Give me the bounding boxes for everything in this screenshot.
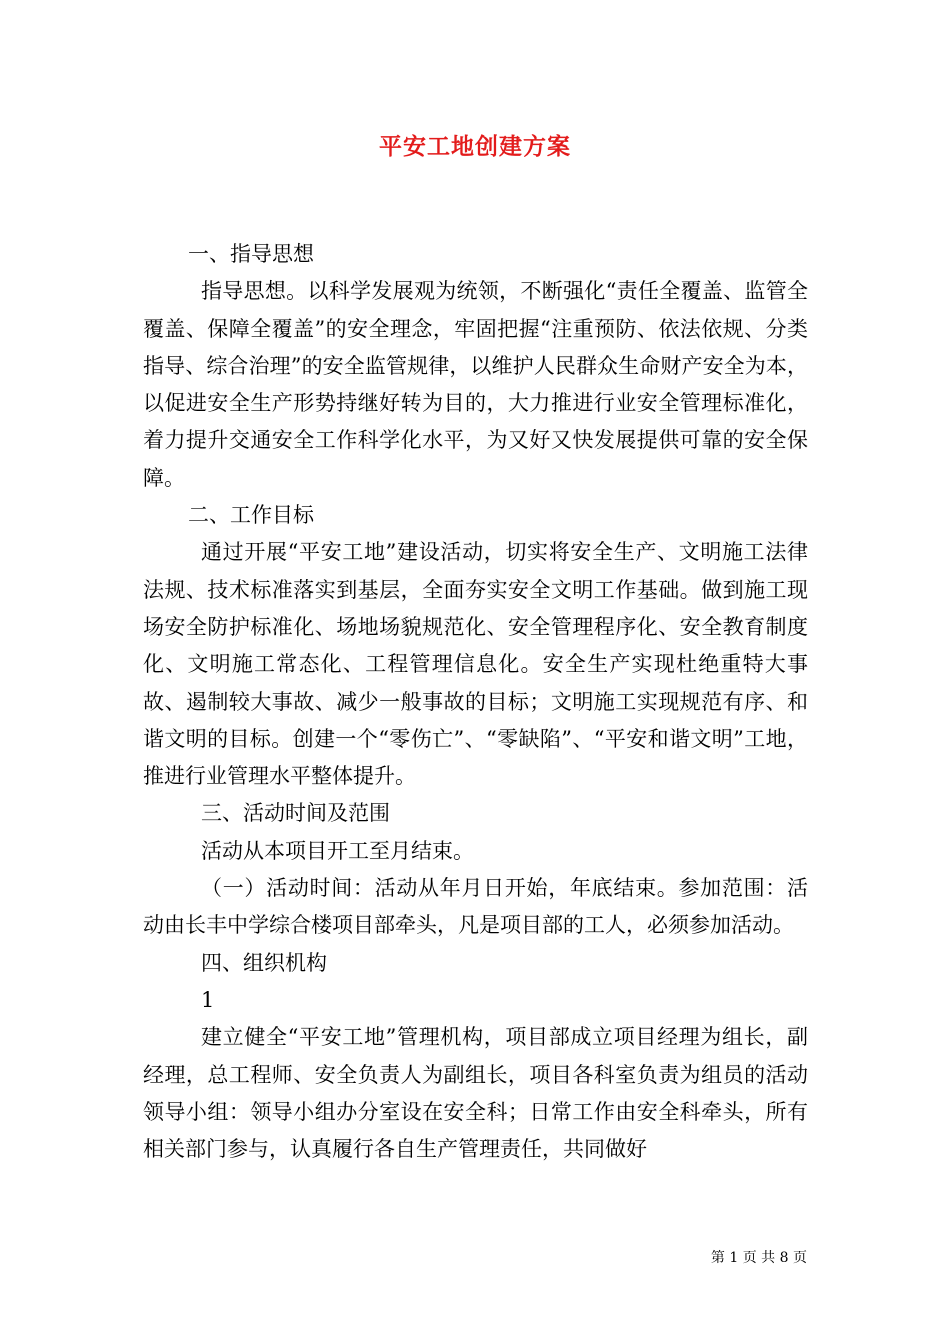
section-heading-activity-time-scope: 三、活动时间及范围 bbox=[201, 801, 390, 826]
document-body bbox=[143, 236, 808, 1168]
section-heading-work-goals: 二、工作目标 bbox=[188, 503, 314, 528]
section-heading-guiding-ideology: 一、指导思想 bbox=[188, 242, 314, 266]
paragraph-work-goals: 通过开展“平安工地”建设活动，切实将安全生产、文明施工法律法规、技术标准落实到基层，全面夯实安全文明工作基础。做到施工现场安全防护标准化、场地场貌规范化、安全管理程序化、安全教育制度化、文明施工常态化、工程管理信息化。安全生产实现杜绝重特大事故、遏制较大事故、减少一般事故的目标；文明施工实现规范有序、和谐文明的目标。创建一个“零伤亡”、“零缺陷”、“平安和谐文明”工地，推进行业管理水平整体提升。 bbox=[143, 540, 808, 789]
paragraph-guiding-ideology: 指导思想。以科学发展观为统领，不断强化“责任全覆盖、监管全覆盖、保障全覆盖”的安全理念，牢固把握“注重预防、依法依规、分类指导、综合治理”的安全监管规律，以维护人民群众生命财产安全为本，以促进安全生产形势持继好转为目的，大力推进行业安全管理标准化，着力提升交通安全工作科学化水平，为又好又快发展提供可靠的安全保障。 bbox=[143, 279, 808, 490]
section-heading-organization: 四、组织机构 bbox=[201, 950, 327, 975]
page-number-footer: 第 1 页 共 8 页 bbox=[710, 1250, 807, 1266]
paragraph-activity-time-scope: （一）活动时间：活动从年月日开始，年底结束。参加范围：活动由长丰中学综合楼项目部牵头，凡是项目部的工人，必须参加活动。 bbox=[143, 876, 808, 938]
document-title: 平安工地创建方案 bbox=[379, 133, 571, 160]
paragraph-activity-period: 活动从本项目开工至月结束。 bbox=[201, 838, 474, 863]
paragraph-number: 1 bbox=[201, 987, 215, 1012]
paragraph-organization: 建立健全“平安工地”管理机构，项目部成立项目经理为组长，副经理，总工程师、安全负责人为副组长，项目各科室负责为组员的活动领导小组：领导小组办分室设在安全科；日常工作由安全科牵头，所有相关部门参与，认真履行各自生产管理责任，共同做好 bbox=[143, 1025, 808, 1162]
